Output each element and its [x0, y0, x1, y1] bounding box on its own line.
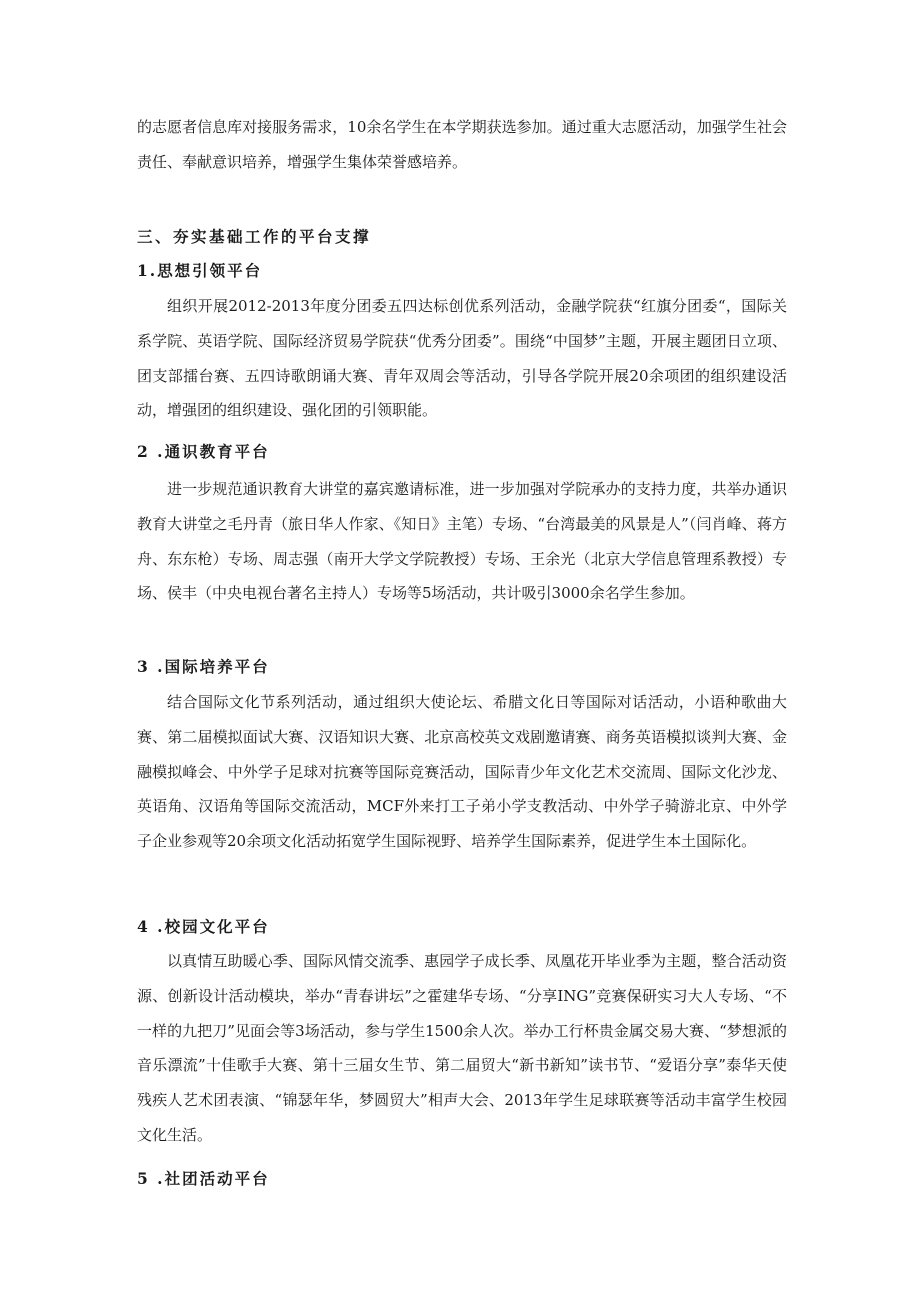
paragraph-4: 以真情互助暖心季、国际风情交流季、惠园学子成长季、凤凰花开毕业季为主题，整合活动资源、创新设计活动模块，举办“青春讲坛”之霍建华专场、“分享ING”竞赛保研实习大人专场、“不一样的九把刀”见面会等3场活动，参与学生1500余人次。举办工行杯贵金属交易大赛、“梦想派的音乐漂流”十佳歌手大赛、第十三届女生节、第二届贸大“新书新知”读书节、“爱语分享”泰华天使残疾人艺术团表演、“锦瑟年华，梦圆贸大”相声大会、2013年学生足球联赛等活动丰富学生校园文化生活。 — [137, 952, 787, 1144]
subheading-3: 3 .国际培养平台 — [137, 657, 270, 676]
subheading-4: 4 .校园文化平台 — [137, 917, 270, 936]
intro-paragraph: 的志愿者信息库对接服务需求，10余名学生在本学期获选参加。通过重大志愿活动，加强学生社会责任、奉献意识培养，增强学生集体荣誉感培养。 — [137, 118, 787, 171]
paragraph-2: 进一步规范通识教育大讲堂的嘉宾邀请标准，进一步加强对学院承办的支持力度，共举办通识教育大讲堂之毛丹青（旅日华人作家、《知日》主笔）专场、“台湾最美的风景是人”（闫肖峰、蒋方舟、东东枪）专场、周志强（南开大学文学院教授）专场、王余光（北京大学信息管理系教授）专场、侯丰（中央电视台著名主持人）专场等5场活动，共计吸引3000余名学生参加。 — [137, 480, 787, 603]
subheading-5: 5 .社团活动平台 — [137, 1169, 270, 1188]
subheading-2: 2 .通识教育平台 — [137, 442, 270, 461]
paragraph-3: 结合国际文化节系列活动，通过组织大使论坛、希腊文化日等国际对话活动，小语种歌曲大赛、第二届模拟面试大赛、汉语知识大赛、北京高校英文戏剧邀请赛、商务英语模拟谈判大赛、金融模拟峰会、中外学子足球对抗赛等国际竞赛活动，国际青少年文化艺术交流周、国际文化沙龙、英语角、汉语角等国际交流活动，MCF外来打工子弟小学支教活动、中外学子骑游北京、中外学子企业参观等20余项文化活动拓宽学生国际视野、培养学生国际素养，促进学生本土国际化。 — [137, 693, 787, 851]
subheading-1: 1.思想引领平台 — [137, 261, 263, 280]
section-heading: 三、夯实基础工作的平台支撑 — [137, 227, 372, 246]
paragraph-1: 组织开展2012-2013年度分团委五四达标创优系列活动，金融学院获“红旗分团委“，国际关系学院、英语学院、国际经济贸易学院获“优秀分团委”。围绕“中国梦”主题，开展主题团日立项、团支部擂台赛、五四诗歌朗诵大赛、青年双周会等活动，引导各学院开展20余项团的组织建设活动，增强团的组织建设、强化团的引领职能。 — [137, 297, 787, 420]
